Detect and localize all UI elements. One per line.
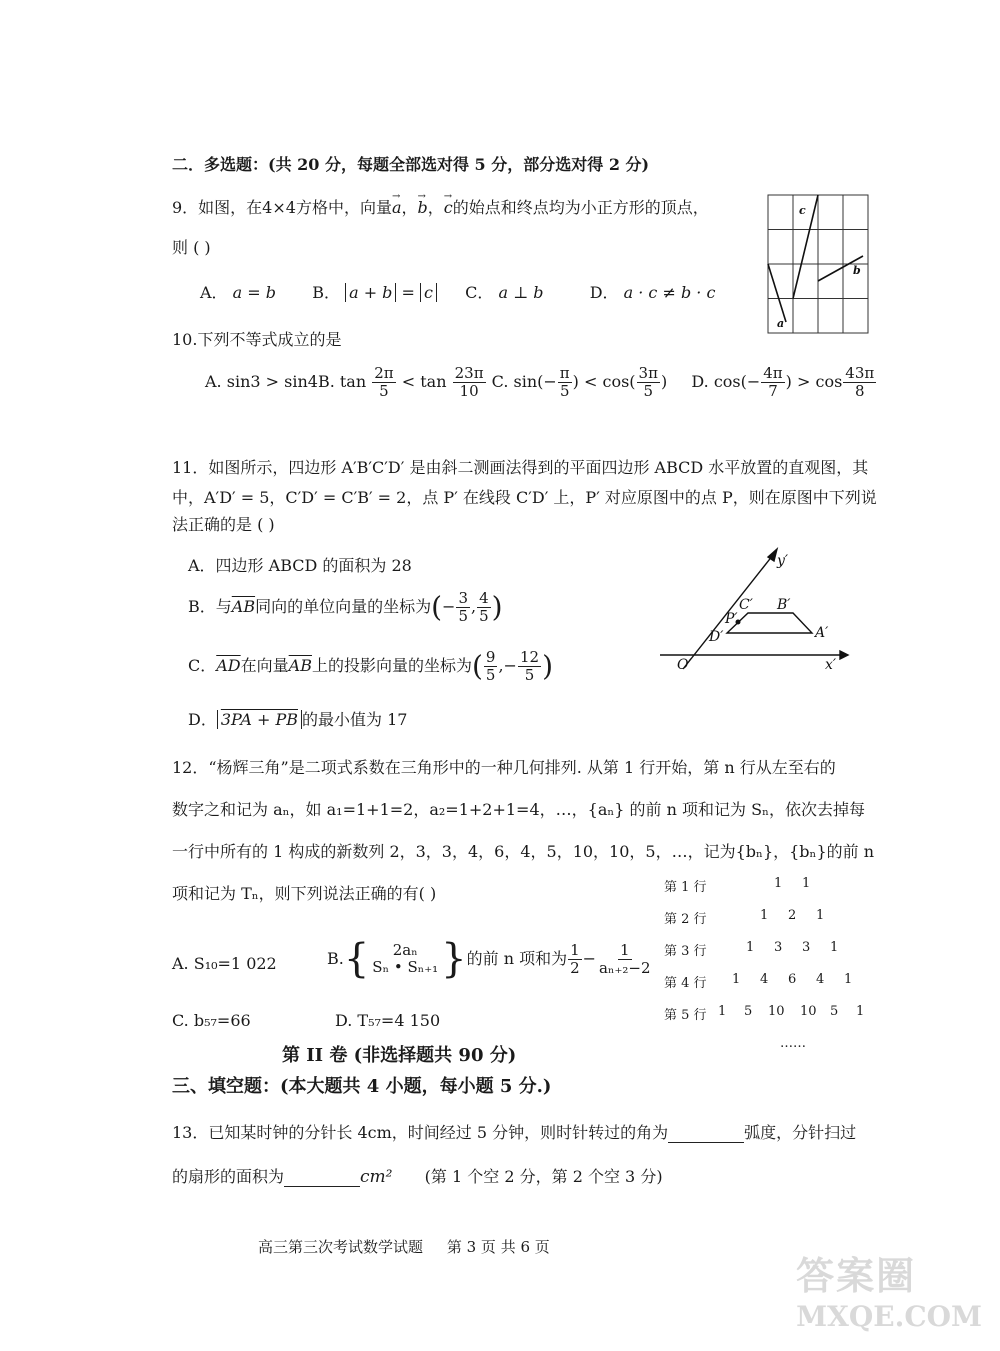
q10-option-c-sin: sin(− xyxy=(513,372,557,391)
q11-option-d xyxy=(188,710,407,730)
cell: 4 xyxy=(760,972,769,987)
q10-options xyxy=(205,362,877,402)
q10-option-d-cos: cos(− xyxy=(713,372,761,391)
fig-label-a: a xyxy=(777,317,785,330)
q11-fraction xyxy=(484,649,498,684)
cell: 5 xyxy=(830,1004,839,1019)
q12-stem-line4: 项和记为 Tₙ，则下列说法正确的有( ) xyxy=(172,884,437,903)
page-footer: 高三第三次考试数学试题 第 3 页 共 6 页 xyxy=(258,1238,550,1256)
q13-line2 xyxy=(172,1167,663,1187)
q12-fraction xyxy=(568,942,582,977)
q10-option-b-label: B. xyxy=(317,372,335,391)
q13-text: 的扇形的面积为 xyxy=(172,1167,285,1186)
section-header-fill-in: 三、填空题：(本大题共 4 小题，每小题 5 分.) xyxy=(172,1076,552,1097)
q12-option-b xyxy=(327,924,654,994)
q9-stem-sep: ， xyxy=(427,198,444,217)
frac-den: Sₙ • Sₙ₊₁ xyxy=(372,958,439,976)
label-x: x′ xyxy=(825,657,837,673)
q11-option-d-text: 的最小值为 17 xyxy=(301,710,408,729)
q12-option-d: D. T₅₇=4 150 xyxy=(335,1011,441,1030)
q12-stem-line2: 数字之和记为 aₙ，如 a₁=1+1=2，a₂=1+2+1=4，…，{aₙ} 的前 n 项和记为 Sₙ，依次去掉每 xyxy=(172,800,865,819)
q10-option-b-tan: tan xyxy=(339,372,367,391)
frac-num: 1 xyxy=(570,940,580,959)
frac-num: π xyxy=(559,364,570,382)
q11-stem-line3: 法正确的是 ( ) xyxy=(172,515,275,534)
label-b: B′ xyxy=(777,597,791,613)
q11-stem-line1: 11．如图所示，四边形 A′B′C′D′ 是由斜二测画法得到的平面四边形 ABCD 水平放置的直观图，其 xyxy=(172,458,869,477)
q13-line1 xyxy=(172,1123,856,1143)
q10-option-c-mid: ) < cos( xyxy=(572,372,636,391)
paren-close: ) xyxy=(542,649,553,683)
cell: 1 xyxy=(718,1004,727,1019)
q9-stem-sep: ， xyxy=(401,198,418,217)
q12-fraction xyxy=(597,942,652,977)
q9-option-d-label: D． xyxy=(589,283,619,302)
q11-option-b-text: 同向的单位向量的坐标为 xyxy=(255,597,432,616)
cell: 3 xyxy=(802,940,811,955)
q12-option-c: C. b₅₇=66 xyxy=(172,1011,251,1030)
frac-den: 2 xyxy=(570,958,580,977)
frac-den: 10 xyxy=(459,382,479,400)
cell: 1 xyxy=(856,1004,865,1019)
q10-fraction xyxy=(761,365,784,400)
q9-option-c-label: C． xyxy=(465,283,494,302)
paren-close: ) xyxy=(491,590,503,624)
q11-fraction xyxy=(518,649,541,684)
label-c: C′ xyxy=(739,597,753,613)
q9-option-a-label: A． xyxy=(200,283,228,302)
frac-num: 3 xyxy=(458,589,468,607)
frac-num: 23π xyxy=(454,364,484,382)
q10-option-d-mid: ) > cos xyxy=(785,372,843,391)
triangle-row xyxy=(664,1004,865,1036)
frac-den: 7 xyxy=(768,382,778,400)
q11-option-a: A．四边形 ABCD 的面积为 28 xyxy=(188,556,412,575)
frac-num: 2π xyxy=(374,364,394,382)
triangle-row xyxy=(664,1036,806,1060)
frac-den: 5 xyxy=(643,382,653,400)
q11-option-c-text: 上的投影向量的坐标为 xyxy=(311,656,472,675)
cell: 10 xyxy=(768,1004,785,1019)
answer-blank-2[interactable] xyxy=(284,1170,360,1187)
q10-option-a-expr: sin3 > sin4 xyxy=(226,372,318,391)
q13-scoring-note: (第 1 个空 2 分，第 2 个空 3 分) xyxy=(424,1167,663,1186)
frac-num: 4 xyxy=(479,589,489,607)
q10-option-a-label: A. xyxy=(205,372,222,391)
label-y: y′ xyxy=(777,553,789,569)
frac-den: 5 xyxy=(485,666,496,684)
triangle-row xyxy=(664,908,825,940)
cell: 1 xyxy=(732,972,741,987)
frac-den: aₙ₊₂−2 xyxy=(599,958,651,977)
q11-stem-line2: 中，A′D′ = 5，C′D′ = C′B′ = 2，点 P′ 在线段 C′D′ 上，P′ 对应原图中的点 P，则在原图中下列说 xyxy=(172,488,877,507)
frac-den: 5 xyxy=(379,382,389,400)
q12-stem-line3: 一行中所有的 1 构成的新数列 2，3，3，4，6，4，5，10，10，5，…，记为{bₙ}，{bₙ}的前 n xyxy=(172,842,875,861)
vector-ad: $\overline{AD}$ xyxy=(216,656,241,675)
fig-label-c: c xyxy=(799,204,806,217)
vector-c: → c xyxy=(444,198,453,218)
section-header-multiple-choice: 二．多选题：(共 20 分，每题全部选对得 5 分，部分选对得 2 分) xyxy=(172,155,650,174)
cell: 1 xyxy=(802,876,811,891)
q9-options xyxy=(200,283,715,303)
frac-num: 12 xyxy=(519,648,540,666)
q12-option-a: A. S₁₀=1 022 xyxy=(172,954,277,973)
q13-text: 弧度，分针扫过 xyxy=(744,1123,857,1142)
cell: 3 xyxy=(774,940,783,955)
q11-option-d-label: D． xyxy=(188,710,217,729)
cell: 1 xyxy=(746,940,755,955)
paren-open: ( xyxy=(471,649,483,683)
q9-option-c-expr: a ⊥ b xyxy=(498,283,544,302)
frac-num: 1 xyxy=(620,940,630,959)
fig-label-b: b xyxy=(853,264,861,277)
vector-a: → a xyxy=(392,198,402,218)
q11-option-c-text: 在向量 xyxy=(240,656,289,675)
q9-stem-part: 9．如图，在4×4方格中，向量 xyxy=(172,198,392,217)
q9-option-d-expr: a · c ≠ b · c xyxy=(623,283,716,302)
cell: 1 xyxy=(830,940,839,955)
triangle-row xyxy=(664,940,839,972)
q9-stem xyxy=(172,198,709,218)
q9-stem-answer: 则 ( ) xyxy=(172,238,211,257)
q11-option-b-label: B．与 xyxy=(188,597,232,616)
watermark xyxy=(796,1245,982,1333)
q10-fraction xyxy=(637,365,660,400)
x-axis-arrow xyxy=(840,651,848,659)
yanghui-triangle xyxy=(664,876,865,1060)
vector-ab: $\overline{AB}$ xyxy=(288,656,312,675)
ellipsis: …… xyxy=(780,1036,806,1051)
frac-den: 5 xyxy=(458,607,468,625)
triangle-row xyxy=(664,972,853,1004)
q11-option-d-expr: 3PA + PB xyxy=(217,710,302,729)
vector-ab: $\overline{AB}$ xyxy=(231,597,256,616)
vector-a-line xyxy=(768,264,786,322)
q9-grid-figure xyxy=(767,194,869,334)
cell: 10 xyxy=(800,1004,817,1019)
q10-fraction xyxy=(558,365,572,400)
cell: 2 xyxy=(788,908,797,923)
brace-open: { xyxy=(343,936,370,982)
q13-text: 13．已知某时钟的分针长 4cm，时间经过 5 分钟，则时针转过的角为 xyxy=(172,1123,669,1142)
q11-option-b: B．与$\overline{AB}$同向的单位向量的坐标为(− $\frac{3}{5}$ , $\frac{4}{5}$ ) xyxy=(188,589,503,625)
q10-fraction xyxy=(453,365,486,400)
answer-blank-1[interactable] xyxy=(668,1126,744,1143)
q9-option-b-eq: = xyxy=(396,283,420,302)
cell: 1 xyxy=(760,908,769,923)
q9-option-a-expr: a = b xyxy=(232,283,277,302)
frac-num: 2aₙ xyxy=(392,941,418,959)
watermark-top: 答案圈 xyxy=(796,1253,917,1298)
q12-fraction xyxy=(370,942,440,976)
q10-fraction xyxy=(843,365,876,400)
label-o: O′ xyxy=(677,657,692,673)
frac-num: 3π xyxy=(638,364,658,382)
label-p: P′ xyxy=(725,611,738,627)
watermark-bottom: MXQE.COM xyxy=(796,1300,982,1333)
q12-option-b-label: B. xyxy=(327,949,344,968)
part2-title: 第 II 卷 (非选择题共 90 分) xyxy=(282,1045,517,1066)
q9-option-b-left: a + b xyxy=(345,283,396,302)
cell: 5 xyxy=(744,1004,753,1019)
frac-den: 5 xyxy=(559,382,570,400)
q9-stem-part: 的始点和终点均为小正方形的顶点， xyxy=(452,198,709,217)
q9-option-b-right: c xyxy=(420,283,437,302)
q12-option-b-minus: − xyxy=(582,949,597,968)
row-label: 第 3 行 xyxy=(664,944,707,959)
frac-den: 5 xyxy=(479,607,489,625)
frac-den: 5 xyxy=(524,666,535,684)
frac-num: 9 xyxy=(485,648,496,666)
label-a: A′ xyxy=(815,625,829,641)
frac-num: 43π xyxy=(845,364,875,382)
cell: 1 xyxy=(844,972,853,987)
triangle-row xyxy=(664,876,811,908)
cell: 4 xyxy=(816,972,825,987)
cell: 1 xyxy=(774,876,783,891)
q11-fraction xyxy=(456,590,470,625)
cell: 6 xyxy=(788,972,797,987)
q11-option-c: C．$\overline{AD}$在向量$\overline{AB}$上的投影向量的坐标为( $\frac{9}{5}$ ,− $\frac{12}{5}$ ) xyxy=(188,648,553,684)
q10-option-b-lt: < tan xyxy=(401,372,447,391)
row-label: 第 2 行 xyxy=(664,912,707,927)
q11-fraction xyxy=(477,590,491,625)
q10-option-d-label: D. xyxy=(691,372,709,391)
paren-open: ( xyxy=(431,590,443,624)
q12-option-b-text: 的前 n 项和为 xyxy=(466,949,568,968)
q13-unit: cm² xyxy=(360,1167,393,1187)
row-label: 第 5 行 xyxy=(664,1008,707,1023)
row-label: 第 4 行 xyxy=(664,976,707,991)
q10-option-c-end: ) xyxy=(660,372,668,391)
q10-option-c-label: C. xyxy=(491,372,509,391)
q11-oblique-figure xyxy=(655,545,850,680)
frac-den: 8 xyxy=(855,382,865,400)
q9-option-b-label: B． xyxy=(312,283,340,302)
q10-stem: 10.下列不等式成立的是 xyxy=(172,330,342,349)
q10-fraction xyxy=(372,365,395,400)
q11-option-c-label: C． xyxy=(188,656,217,675)
vector-b: → b xyxy=(418,198,428,218)
cell: 1 xyxy=(816,908,825,923)
brace-close: } xyxy=(441,936,467,982)
row-label: 第 1 行 xyxy=(664,880,707,895)
q12-stem-line1: 12．“杨辉三角”是二项式系数在三角形中的一种几何排列. 从第 1 行开始，第 n 行从左至右的 xyxy=(172,758,836,777)
frac-num: 4π xyxy=(763,364,783,382)
label-d: D′ xyxy=(709,629,724,645)
